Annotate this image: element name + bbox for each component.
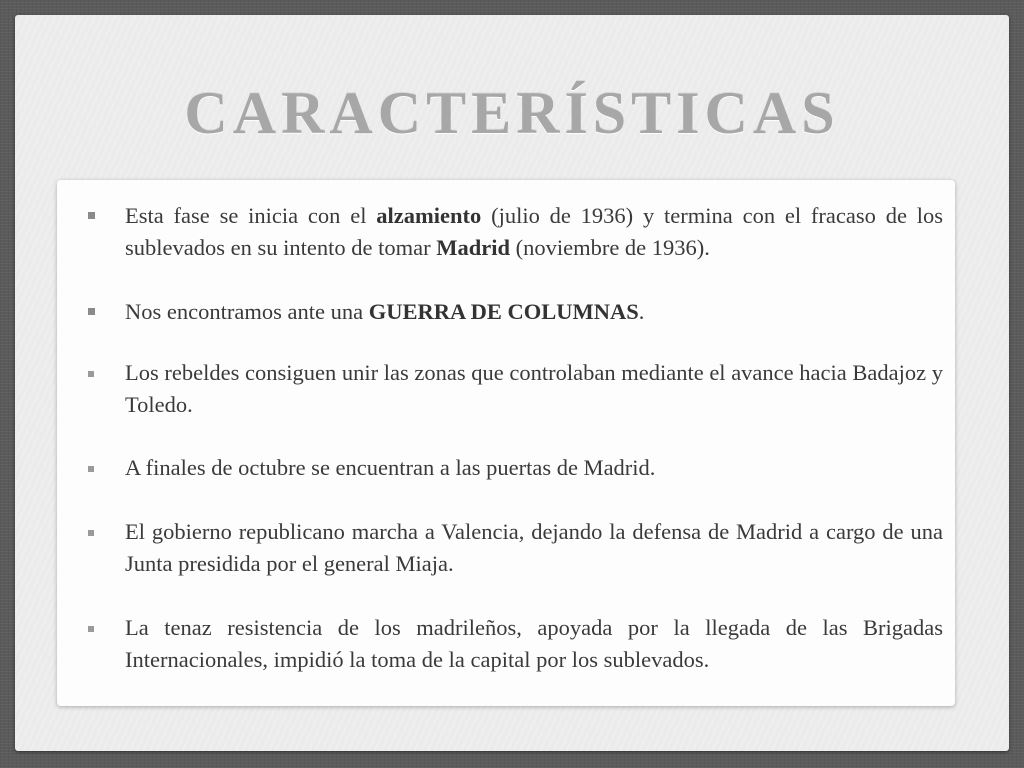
bullet-text: . — [638, 299, 645, 324]
bullet-text: La tenaz resistencia de los madrileños, apoyada por la llegada de las Brigadas Internacionales, impidió la toma de la capital por los sublevados. — [125, 615, 943, 672]
bullet-item — [125, 357, 943, 421]
bullet-item — [125, 296, 943, 328]
bullet-item — [125, 452, 943, 484]
bullet-text: Nos encontramos ante una — [125, 299, 369, 324]
bullet-text: (julio de 1936) y termina con el fracaso de los sublevados en su intento de tomar — [125, 203, 943, 260]
square-bullet-icon — [88, 371, 94, 377]
square-bullet-icon — [88, 530, 94, 536]
bullet-item — [125, 516, 943, 580]
slide-title: CARACTERÍSTICAS — [184, 80, 840, 146]
bullet-text: Los rebeldes consiguen unir las zonas que controlaban mediante el avance hacia Badajoz y Toledo. — [125, 360, 943, 417]
square-bullet-icon — [88, 626, 94, 632]
bullet-item — [125, 200, 943, 264]
square-bullet-icon — [88, 308, 95, 315]
content-box — [57, 180, 955, 706]
bold-text: Madrid — [436, 235, 510, 260]
bold-text: alzamiento — [376, 203, 482, 228]
bullet-text: A finales de octubre se encuentran a las puertas de Madrid. — [125, 455, 656, 480]
bullet-item — [125, 612, 943, 676]
square-bullet-icon — [88, 212, 95, 219]
bullet-text: Esta fase se inicia con el — [125, 203, 377, 228]
bullet-text: (noviembre de 1936). — [509, 235, 710, 260]
bullet-text: El gobierno republicano marcha a Valencia, dejando la defensa de Madrid a cargo de una Junta presidida por el general Miaja. — [125, 519, 943, 576]
square-bullet-icon — [88, 466, 94, 472]
bold-text: GUERRA DE COLUMNAS — [368, 299, 639, 324]
